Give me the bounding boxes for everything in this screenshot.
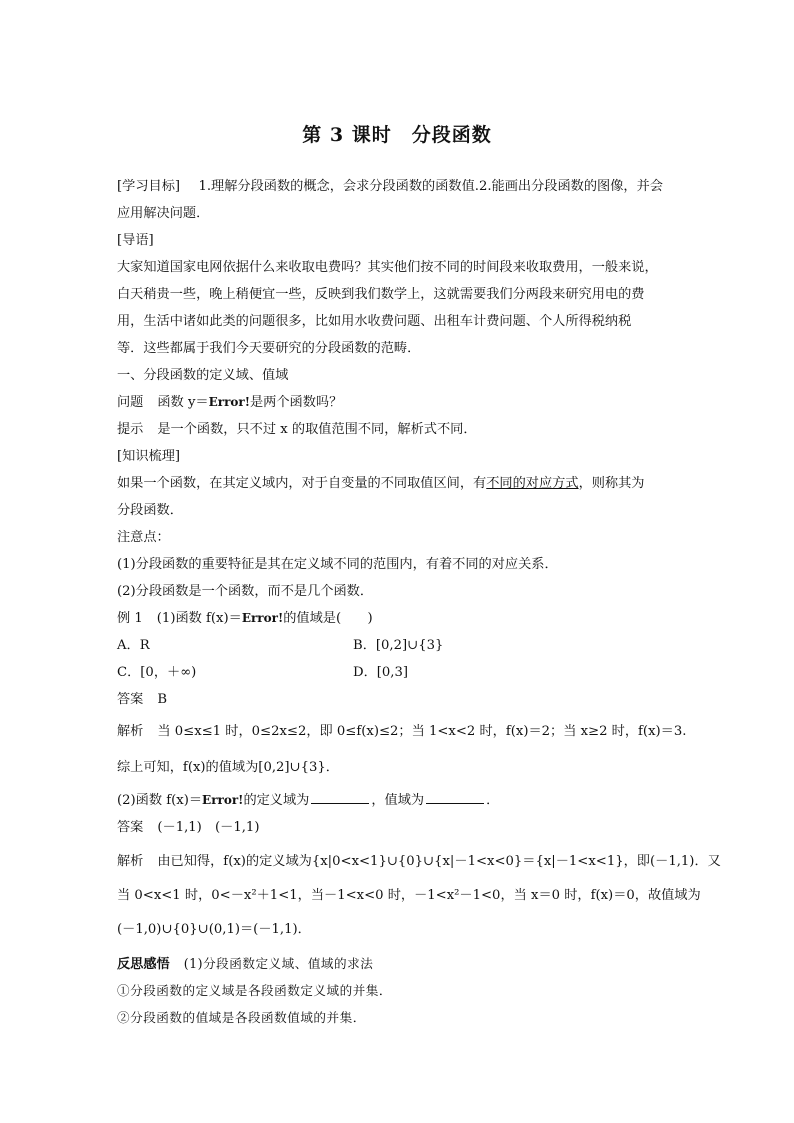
hint-text: 是一个函数，只不过 x 的取值范围不同，解析式不同． [157, 422, 477, 437]
knowledge-pre: 如果一个函数，在其定义域内，对于自变量的不同取值区间，有 [117, 476, 487, 491]
example1-error: Error! [241, 611, 284, 625]
note-item-1: (1)分段函数的重要特征是其在定义域不同的范围内，有着不同的对应关系． [117, 557, 558, 572]
intro-label: [导语] [117, 233, 154, 248]
question-pre: 函数 y＝ [157, 395, 209, 410]
intro-line-4: 等．这些都属于我们今天要研究的分段函数的范畴． [117, 341, 421, 356]
question-line [117, 391, 689, 410]
range-blank [426, 791, 484, 804]
part2-mid: 的定义域为 [243, 793, 310, 808]
part2-question [117, 789, 689, 808]
reflection-item-2: ②分段函数的值域是各段函数值域的并集． [117, 1010, 366, 1025]
goals-label: [学习目标] [117, 179, 181, 194]
option-d: D．[0,3] [353, 665, 409, 680]
part2-end: ． [486, 793, 500, 808]
hint-line [117, 418, 689, 437]
goals-line-2: 应用解决问题． [117, 206, 210, 221]
part2-analysis-1 [117, 850, 721, 869]
hint-label: 提示 [117, 422, 144, 437]
note-item-2: (2)分段函数是一个函数，而不是几个函数． [117, 584, 374, 599]
goals-line-1: 1.理解分段函数的概念，会求分段函数的函数值.2.能画出分段函数的图像，并会 [198, 179, 663, 194]
question-error: Error! [208, 395, 250, 409]
part2-mid2: ，值域为 [371, 793, 425, 808]
question-label: 问题 [117, 395, 144, 410]
knowledge-post: ，则称其为 [578, 476, 645, 491]
knowledge-label: [知识梳理] [117, 449, 181, 464]
knowledge-line-2: 分段函数． [117, 503, 183, 518]
example1-analysis-1 [117, 720, 689, 739]
part2-answer [117, 816, 689, 835]
example1-pre: (1)函数 f(x)＝ [156, 611, 242, 626]
example1-question [117, 607, 689, 626]
reflection-title: (1)分段函数定义域、值域的求法 [183, 956, 374, 971]
intro-line-3: 用，生活中诸如此类的问题很多，比如用水收费问题、出租车计费问题、个人所得税纳税 [117, 314, 632, 329]
part2-analysis-text-1: 由已知得，f(x)的定义域为{x|0<x<1}∪{0}∪{x|－1<x<0}＝{x|－1<x<1}，即(－1,1)．又 [157, 854, 721, 869]
option-a: A．R [117, 638, 150, 653]
part2-analysis-label: 解析 [117, 854, 144, 869]
section-heading: 一、分段函数的定义域、值域 [117, 368, 289, 383]
knowledge-underlined: 不同的对应方式 [486, 476, 579, 491]
intro-line-2: 白天稍贵一些，晚上稍便宜一些，反映到我们数学上，这就需要我们分两段来研究用电的费 [117, 287, 645, 302]
example1-analysis-2: 综上可知，f(x)的值域为[0,2]∪{3}． [117, 760, 339, 775]
option-b: B．[0,2]∪{3} [353, 638, 444, 653]
domain-blank [311, 791, 369, 804]
knowledge-line-1 [117, 472, 689, 491]
question-post: 是两个函数吗？ [249, 395, 343, 410]
example1-label: 例 1 [117, 611, 143, 626]
reflection-heading [117, 953, 689, 972]
notes-label: 注意点： [117, 530, 170, 545]
answer-label: 答案 [117, 692, 144, 707]
learning-goals [117, 175, 689, 194]
analysis-text-1: 当 0≤x≤1 时，0≤2x≤2，即 0≤f(x)≤2；当 1<x<2 时，f(x)＝2；当 x≥2 时，f(x)＝3. [157, 724, 687, 739]
example1-post: 的值域是( ) [283, 611, 373, 626]
example1-answer [117, 688, 689, 707]
reflection-item-1: ①分段函数的定义域是各段函数定义域的并集． [117, 983, 392, 998]
part2-answer-value: (－1,1) (－1,1) [157, 820, 260, 835]
page-title: 第 3 课时 分段函数 [302, 124, 492, 146]
analysis-label: 解析 [117, 724, 144, 739]
option-c: C．[0，＋∞) [117, 665, 197, 680]
part2-analysis-2: 当 0<x<1 时，0<－x²＋1<1，当－1<x<0 时，－1<x²－1<0，当 x＝0 时，f(x)＝0，故值域为 [117, 888, 701, 903]
intro-line-1: 大家知道国家电网依据什么来收取电费吗？其实他们按不同的时间段来收取费用，一般来说， [117, 260, 658, 275]
reflection-label: 反思感悟 [117, 957, 170, 972]
part2-analysis-3: (－1,0)∪{0}∪(0,1)＝(－1,1)． [117, 922, 311, 937]
part2-answer-label: 答案 [117, 820, 144, 835]
part2-error: Error! [202, 793, 244, 807]
part2-pre: (2)函数 f(x)＝ [117, 793, 203, 808]
answer-value: B [157, 692, 168, 707]
